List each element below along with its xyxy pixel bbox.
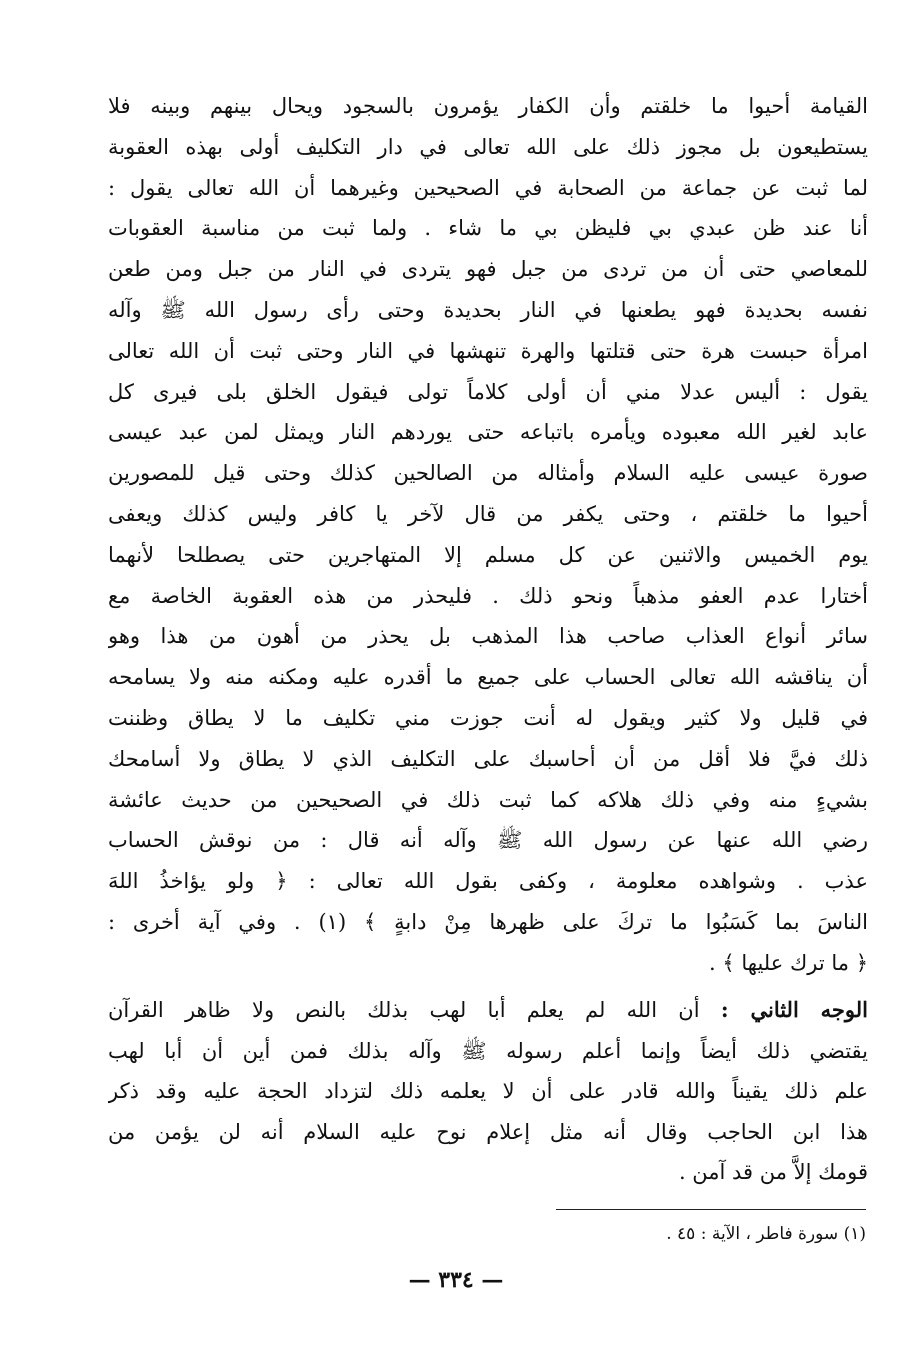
footnote-divider <box>556 1209 866 1210</box>
body-paragraph-2 <box>108 990 868 1193</box>
section-heading: الوجه الثاني : <box>720 997 868 1022</box>
text-line: سائر أنواع العذاب صاحب هذا المذهب بل يحذر من أهون من هذا وهو <box>108 624 868 649</box>
text-line: القيامة أحيوا ما خلقتم وأن الكفار يؤمرون بالسجود ويحال بينهم وبينه فلا <box>108 94 868 118</box>
text-line: الناسَ بما كَسَبُوا ما تركَ على ظهرها مِنْ دابةٍ ﴾ (١) . وفي آية أخرى : <box>108 909 868 934</box>
text-line: رضي الله عنها عن رسول الله ﷺ وآله أنه قال : من نوقش الحساب <box>108 828 868 853</box>
text-line: للمعاصي حتى أن من تردى من جبل فهو يتردى في النار من جبل ومن طعن <box>108 257 868 282</box>
text-line: علم ذلك يقيناً والله قادر على أن لا يعلمه ذلك لتزداد الحجة عليه وقد ذكر <box>108 1079 868 1104</box>
text-line: هذا ابن الحاجب وقال أنه مثل إعلام نوح عليه السلام أنه لن يؤمن من <box>108 1119 868 1144</box>
text-line-remainder: أن الله لم يعلم أبا لهب بذلك بالنص ولا ظاهر القرآن <box>108 998 700 1022</box>
text-line: قومك إلاَّ من قد آمن . <box>678 1160 868 1185</box>
text-line: صورة عيسى عليه السلام وأمثاله من الصالحين كذلك وحتى قيل للمصورين <box>108 461 868 486</box>
text-line: أن يناقشه الله تعالى الحساب على جميع ما أقدره عليه ومكنه منه ولا يسامحه <box>108 665 868 690</box>
text-line: ﴿ ما ترك عليها ﴾ . <box>709 950 868 975</box>
text-line: نفسه بحديدة فهو يطعنها في النار بحديدة وحتى رأى رسول الله ﷺ وآله <box>108 297 868 322</box>
text-line: عابد لغير الله معبوده ويأمره باتباعه حتى يوردهم النار ويمثل لمن عبد عيسى <box>108 420 868 445</box>
text-line: يستطيعون بل مجوز ذلك على الله تعالى في دار التكليف أولى بهذه العقوبة <box>108 134 868 159</box>
text-line: عذب . وشواهده معلومة ، وكفى بقول الله تعالى : ﴿ ولو يؤاخذُ اللهَ <box>108 869 868 894</box>
text-line: أختارا عدم العفو مذهباً ونحو ذلك . فليحذر من هذه العقوبة الخاصة مع <box>108 583 868 608</box>
text-line: في قليل ولا كثير ويقول له أنت جوزت مني تكليف ما لا يطاق وظننت <box>108 705 868 730</box>
text-line: لما ثبت عن جماعة من الصحابة في الصحيحين وغيرهما أن الله تعالى يقول : <box>108 175 868 200</box>
text-line: أحيوا ما خلقتم ، وحتى يكفر من قال لآخر يا كافر وليس كذلك ويعفى <box>108 501 868 526</box>
footnote: (١) سورة فاطر ، الآية : ٤٥ . <box>666 1224 866 1244</box>
text-line: امرأة حبست هرة حتى قتلتها والهرة تنهشها في النار وحتى ثبت أن الله تعالى <box>108 338 868 363</box>
text-line: يقول : أليس عدلا مني أن أولى كلاماً تولى فيقول الخلق بلى فيرى كل <box>108 379 868 404</box>
text-line: يقتضي ذلك أيضاً وإنما أعلم رسوله ﷺ وآله بذلك فمن أين أن أبا لهب <box>108 1038 868 1063</box>
text-line: ذلك فيَّ فلا أقل من أن أحاسبك على التكليف الذي لا يطاق ولا أسامحك <box>108 746 868 771</box>
page-number: — ٣٣٤ — <box>408 1267 504 1293</box>
text-line: أنا عند ظن عبدي بي فليظن بي ما شاء . ولما ثبت من مناسبة العقوبات <box>108 216 868 241</box>
body-paragraph-1 <box>108 86 868 984</box>
text-line-with-heading <box>108 990 868 1031</box>
text-line: بشيءٍ منه وفي ذلك هلاكه كما ثبت ذلك في الصحيحين من حديث عائشة <box>108 787 868 812</box>
text-line: يوم الخميس والاثنين عن كل مسلم إلا المتهاجرين حتى يصطلحا لأنهما <box>108 542 868 567</box>
